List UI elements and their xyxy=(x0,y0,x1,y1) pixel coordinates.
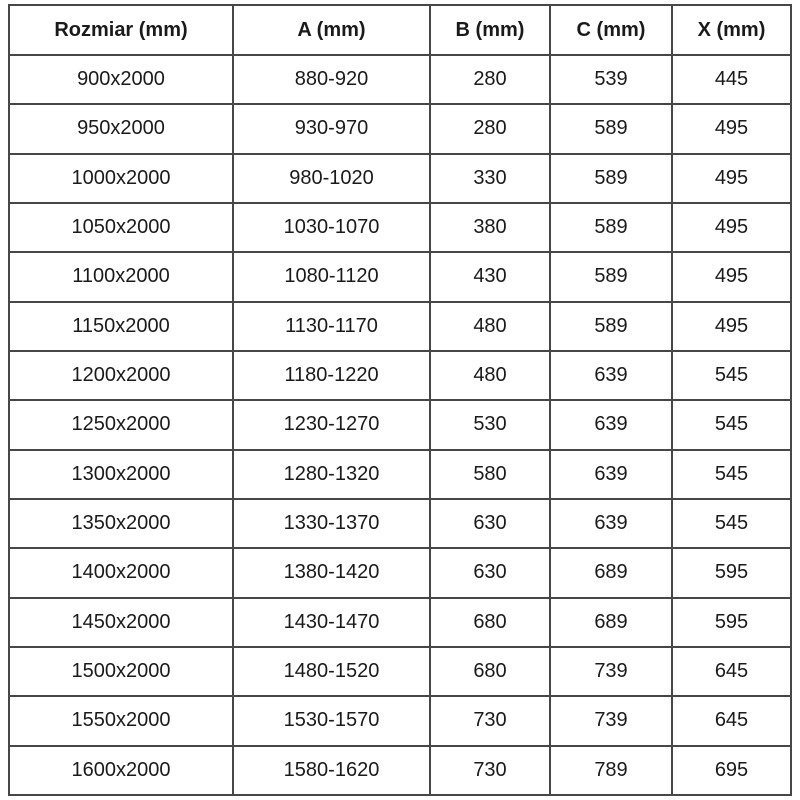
cell-a: 930-970 xyxy=(233,104,430,153)
cell-rozmiar: 1350x2000 xyxy=(9,499,233,548)
table-row xyxy=(9,450,791,499)
cell-x: 495 xyxy=(672,252,791,301)
cell-a: 1280-1320 xyxy=(233,450,430,499)
cell-rozmiar: 1150x2000 xyxy=(9,302,233,351)
cell-a: 880-920 xyxy=(233,55,430,104)
column-header-b: B (mm) xyxy=(430,5,550,55)
cell-rozmiar: 900x2000 xyxy=(9,55,233,104)
cell-b: 730 xyxy=(430,696,550,745)
cell-x: 545 xyxy=(672,499,791,548)
cell-c: 639 xyxy=(550,499,672,548)
cell-c: 689 xyxy=(550,598,672,647)
cell-c: 639 xyxy=(550,450,672,499)
cell-b: 280 xyxy=(430,55,550,104)
table-row xyxy=(9,696,791,745)
cell-a: 1030-1070 xyxy=(233,203,430,252)
cell-a: 1530-1570 xyxy=(233,696,430,745)
cell-b: 730 xyxy=(430,746,550,795)
cell-x: 645 xyxy=(672,696,791,745)
cell-x: 545 xyxy=(672,450,791,499)
cell-c: 589 xyxy=(550,154,672,203)
table-body xyxy=(9,55,791,795)
cell-a: 1230-1270 xyxy=(233,400,430,449)
cell-x: 645 xyxy=(672,647,791,696)
cell-x: 495 xyxy=(672,302,791,351)
column-header-c: C (mm) xyxy=(550,5,672,55)
table-row xyxy=(9,499,791,548)
table-row xyxy=(9,302,791,351)
cell-a: 1430-1470 xyxy=(233,598,430,647)
table-row xyxy=(9,252,791,301)
cell-rozmiar: 1550x2000 xyxy=(9,696,233,745)
cell-b: 530 xyxy=(430,400,550,449)
cell-b: 330 xyxy=(430,154,550,203)
cell-b: 630 xyxy=(430,499,550,548)
cell-a: 1380-1420 xyxy=(233,548,430,597)
cell-b: 430 xyxy=(430,252,550,301)
cell-a: 1480-1520 xyxy=(233,647,430,696)
cell-a: 1580-1620 xyxy=(233,746,430,795)
cell-a: 1080-1120 xyxy=(233,252,430,301)
cell-x: 445 xyxy=(672,55,791,104)
cell-a: 1330-1370 xyxy=(233,499,430,548)
table-row xyxy=(9,351,791,400)
cell-c: 589 xyxy=(550,104,672,153)
column-header-x: X (mm) xyxy=(672,5,791,55)
cell-c: 789 xyxy=(550,746,672,795)
cell-c: 589 xyxy=(550,252,672,301)
cell-rozmiar: 1100x2000 xyxy=(9,252,233,301)
cell-rozmiar: 1200x2000 xyxy=(9,351,233,400)
cell-a: 1180-1220 xyxy=(233,351,430,400)
cell-b: 680 xyxy=(430,598,550,647)
table-row xyxy=(9,598,791,647)
cell-rozmiar: 1000x2000 xyxy=(9,154,233,203)
cell-b: 280 xyxy=(430,104,550,153)
cell-b: 380 xyxy=(430,203,550,252)
cell-b: 630 xyxy=(430,548,550,597)
header-row xyxy=(9,5,791,55)
cell-a: 980-1020 xyxy=(233,154,430,203)
cell-c: 739 xyxy=(550,696,672,745)
table-row xyxy=(9,55,791,104)
size-specification-table xyxy=(8,4,792,796)
table-row xyxy=(9,746,791,795)
table-row xyxy=(9,647,791,696)
cell-x: 495 xyxy=(672,154,791,203)
cell-x: 595 xyxy=(672,548,791,597)
cell-b: 680 xyxy=(430,647,550,696)
column-header-rozmiar: Rozmiar (mm) xyxy=(9,5,233,55)
cell-x: 695 xyxy=(672,746,791,795)
table-row xyxy=(9,400,791,449)
table-row xyxy=(9,548,791,597)
cell-x: 545 xyxy=(672,400,791,449)
cell-rozmiar: 950x2000 xyxy=(9,104,233,153)
cell-x: 595 xyxy=(672,598,791,647)
cell-rozmiar: 1300x2000 xyxy=(9,450,233,499)
cell-x: 495 xyxy=(672,203,791,252)
cell-rozmiar: 1400x2000 xyxy=(9,548,233,597)
table-row xyxy=(9,154,791,203)
table-header xyxy=(9,5,791,55)
cell-c: 739 xyxy=(550,647,672,696)
cell-x: 495 xyxy=(672,104,791,153)
cell-b: 480 xyxy=(430,351,550,400)
column-header-a: A (mm) xyxy=(233,5,430,55)
cell-x: 545 xyxy=(672,351,791,400)
cell-rozmiar: 1450x2000 xyxy=(9,598,233,647)
cell-c: 539 xyxy=(550,55,672,104)
cell-rozmiar: 1050x2000 xyxy=(9,203,233,252)
cell-b: 580 xyxy=(430,450,550,499)
cell-b: 480 xyxy=(430,302,550,351)
table-row xyxy=(9,104,791,153)
cell-c: 639 xyxy=(550,351,672,400)
cell-c: 689 xyxy=(550,548,672,597)
cell-a: 1130-1170 xyxy=(233,302,430,351)
cell-c: 589 xyxy=(550,302,672,351)
cell-rozmiar: 1500x2000 xyxy=(9,647,233,696)
cell-rozmiar: 1600x2000 xyxy=(9,746,233,795)
cell-rozmiar: 1250x2000 xyxy=(9,400,233,449)
table-row xyxy=(9,203,791,252)
cell-c: 639 xyxy=(550,400,672,449)
cell-c: 589 xyxy=(550,203,672,252)
